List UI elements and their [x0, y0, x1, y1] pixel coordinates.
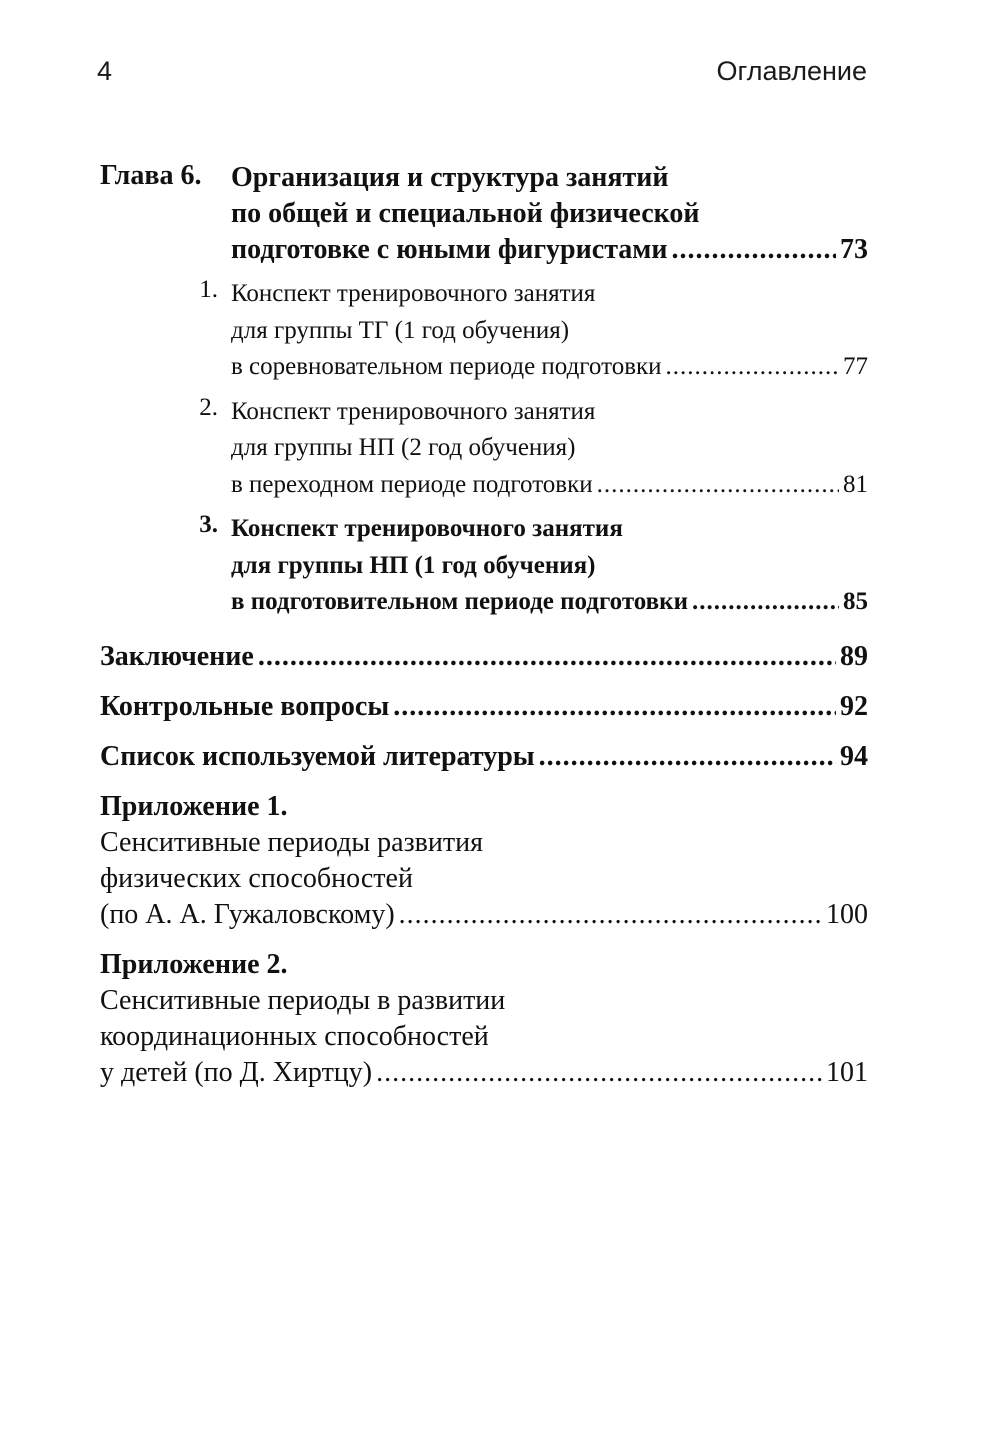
subsection-number: 1. — [199, 276, 218, 303]
subsection-title-line: для группы ТГ (1 год обучения) — [231, 316, 570, 344]
subsection-title-line: Конспект тренировочного занятия — [231, 397, 596, 425]
chapter-title-line: Организация и структура занятий — [231, 162, 669, 193]
dot-leader — [393, 689, 836, 725]
page-ref: 85 — [843, 588, 868, 615]
appendix-title: Приложение 1. — [100, 790, 288, 822]
subsection-number: 3. — [199, 511, 218, 538]
appendix-title-line: (по А. А. Гужаловскому) — [100, 898, 395, 930]
page-ref: 73 — [840, 234, 868, 265]
chapter-title-line: подготовке с юными фигуристами — [231, 234, 668, 265]
subsection-title-line: в соревновательном периоде подготовки — [231, 353, 662, 380]
appendix-title-line: физических способностей — [100, 862, 413, 894]
toc-subsection-3[interactable] — [100, 511, 868, 621]
page-ref: 101 — [826, 1056, 868, 1088]
dot-leader — [376, 1055, 822, 1091]
appendix-title-line: координационных способностей — [100, 1020, 489, 1052]
toc-appendix-1[interactable] — [100, 789, 868, 933]
toc-subsection-1[interactable] — [100, 276, 868, 386]
toc-subsection-2[interactable] — [100, 394, 868, 504]
dot-leader — [692, 584, 839, 621]
entry-title: Список используемой литературы — [100, 740, 535, 772]
entry-title: Контрольные вопросы — [100, 690, 390, 722]
toc-entry-conclusion[interactable] — [100, 639, 868, 675]
entry-title: Заключение — [100, 640, 254, 672]
page-ref: 77 — [843, 353, 868, 380]
page-ref: 81 — [843, 470, 868, 498]
chapter-title-line: по общей и специальной физической — [231, 198, 700, 229]
subsection-title-line: в подготовительном периоде подготовки — [231, 588, 688, 615]
dot-leader — [539, 739, 836, 775]
subsection-title-line: для группы НП (1 год обучения) — [231, 551, 596, 579]
page-ref: 100 — [826, 898, 868, 930]
subsection-title-line: для группы НП (2 год обучения) — [231, 434, 576, 461]
appendix-title-line: у детей (по Д. Хиртцу) — [100, 1056, 373, 1088]
chapter-label: Глава 6. — [100, 160, 202, 191]
dot-leader — [258, 639, 836, 675]
table-of-contents — [100, 160, 868, 1091]
dot-leader — [597, 467, 839, 504]
toc-appendix-2[interactable] — [100, 947, 868, 1091]
dot-leader — [666, 349, 839, 386]
toc-chapter-6[interactable] — [100, 160, 868, 268]
dot-leader — [399, 897, 822, 933]
appendix-title: Приложение 2. — [100, 948, 288, 980]
subsection-number: 2. — [199, 393, 218, 421]
toc-entry-control-questions[interactable] — [100, 689, 868, 725]
page-ref: 92 — [840, 690, 868, 722]
appendix-title-line: Сенситивные периоды в развитии — [100, 984, 506, 1016]
page-ref: 89 — [840, 640, 868, 672]
dot-leader — [672, 232, 837, 268]
running-header: Оглавление — [716, 56, 867, 86]
page-ref: 94 — [840, 740, 868, 772]
appendix-title-line: Сенситивные периоды развития — [100, 826, 483, 858]
page-number: 4 — [97, 56, 113, 86]
toc-entry-references[interactable] — [100, 739, 868, 775]
subsection-title-line: Конспект тренировочного занятия — [231, 515, 623, 542]
subsection-title-line: Конспект тренировочного занятия — [231, 280, 596, 307]
subsection-title-line: в переходном периоде подготовки — [231, 470, 593, 498]
